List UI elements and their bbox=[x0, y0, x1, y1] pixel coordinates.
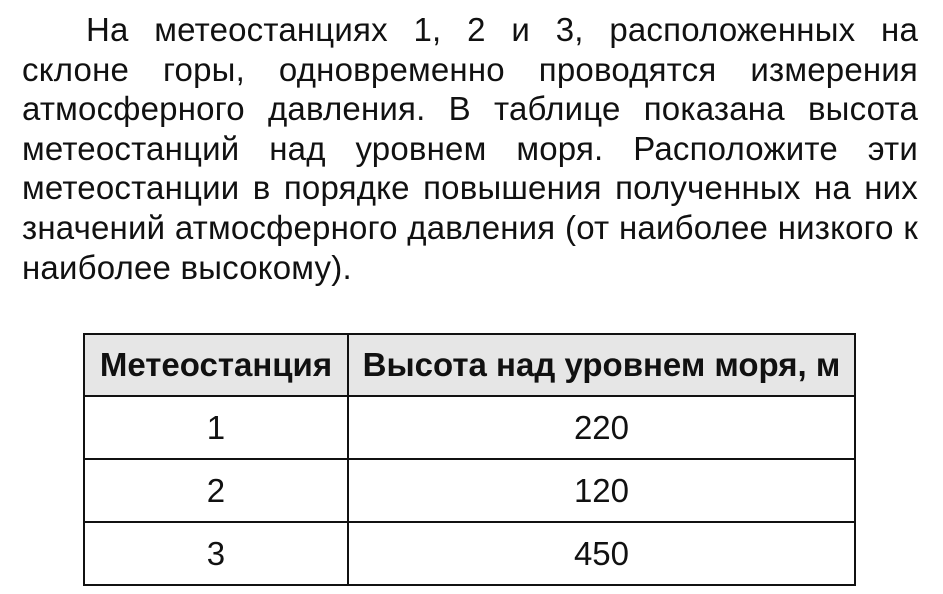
header-height: Высота над уровнем моря, м bbox=[348, 334, 855, 396]
task-text: На метеостанциях 1, 2 и 3, расположенных на склоне горы, одновременно проводятся измерения атмосферного давления. В таблице показана высота метеостанций над уровнем моря. Расположите эти метеостанции в порядке повышения полученных на них значений атмосферного давления (от наиболее низкого к наиболее высокому). bbox=[22, 11, 918, 286]
height-cell: 450 bbox=[348, 522, 855, 585]
table-row bbox=[84, 396, 855, 459]
station-cell: 3 bbox=[84, 522, 348, 585]
station-cell: 2 bbox=[84, 459, 348, 522]
table-header-row bbox=[84, 334, 855, 396]
table-row bbox=[84, 522, 855, 585]
height-cell: 220 bbox=[348, 396, 855, 459]
station-cell: 1 bbox=[84, 396, 348, 459]
header-station: Метеостанция bbox=[84, 334, 348, 396]
data-table bbox=[83, 333, 856, 586]
height-cell: 120 bbox=[348, 459, 855, 522]
table-row bbox=[84, 459, 855, 522]
